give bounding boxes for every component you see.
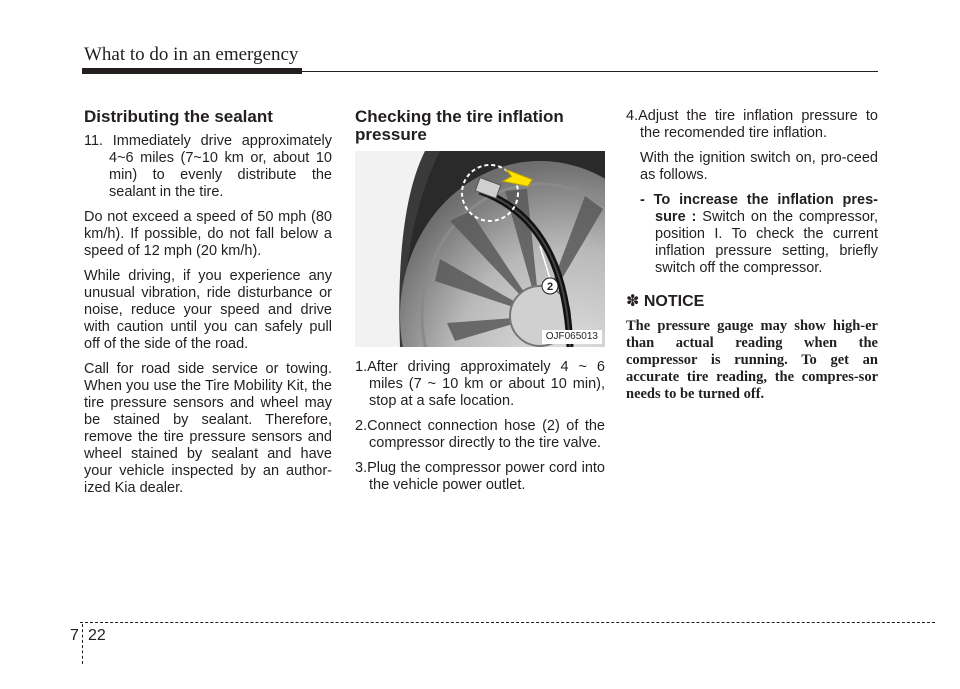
page-header-title: What to do in an emergency [84,44,299,65]
figure-code: OJF065013 [542,330,602,344]
page-number: 22 [88,627,106,644]
step-11: 11. Immediately drive approximately 4~6 miles (7~10 km or, about 10 min) to evenly distribute the sealant in the tire. [84,133,332,200]
step-3: 3.Plug the compressor power cord into the vehicle power outlet. [355,460,605,493]
section-heading-checking: Checking the tire inflation pressure [355,107,564,144]
increase-pressure-item [626,192,878,277]
step-4-ignition: With the ignition switch on, pro-ceed as follows. [640,150,878,183]
paragraph-service: Call for road side service or towing. When you use the Tire Mobility Kit, the tire pressure sensors and wheel may be stained by sealant. Therefore, remove the tire pressure sensors and wheel stained by sealant and have your vehicle inspected by an author-ized Kia dealer. [84,361,332,496]
increase-pressure-text: Switch on the compressor, position I. To check the current inflation pressure setting, briefly switch off the compressor. [655,209,878,276]
column-right [626,108,878,403]
paragraph-speed: Do not exceed a speed of 50 mph (80 km/h). If possible, do not fall below a speed of 12 mph (20 km/h). [84,209,332,259]
footer-divider [82,624,83,664]
header-rule [302,71,878,72]
step-2: 2.Connect connection hose (2) of the compressor directly to the tire valve. [355,418,605,451]
column-middle [355,108,605,502]
step-1: 1.After driving approximately 4 ~ 6 miles (7 ~ 10 km or about 10 min), stop at a safe location. [355,359,605,409]
callout-2: 2 [546,281,554,293]
increase-pressure-label: - To increase the inflation pres-sure : [640,192,878,225]
chapter-number: 7 [70,627,79,644]
header-bar [82,68,302,74]
column-left [84,108,332,505]
footer-rule [80,622,935,623]
section-heading-distributing: Distributing the sealant [84,107,273,126]
tire-wheel-illustration [355,151,605,347]
step-4: 4.Adjust the tire inflation pressure to the recomended tire inflation. [626,108,878,141]
tire-compressor-figure [355,151,605,347]
paragraph-vibration: While driving, if you experience any unusual vibration, ride disturbance or noise, reduce your speed and drive with caution until you can safely pull off of the side of the road. [84,268,332,352]
notice-text: The pressure gauge may show high-er than actual reading when the compressor is running. To get an accurate tire reading, the compres-sor needs to be turned off. [626,318,878,402]
notice-title: ✽ NOTICE [626,293,705,310]
